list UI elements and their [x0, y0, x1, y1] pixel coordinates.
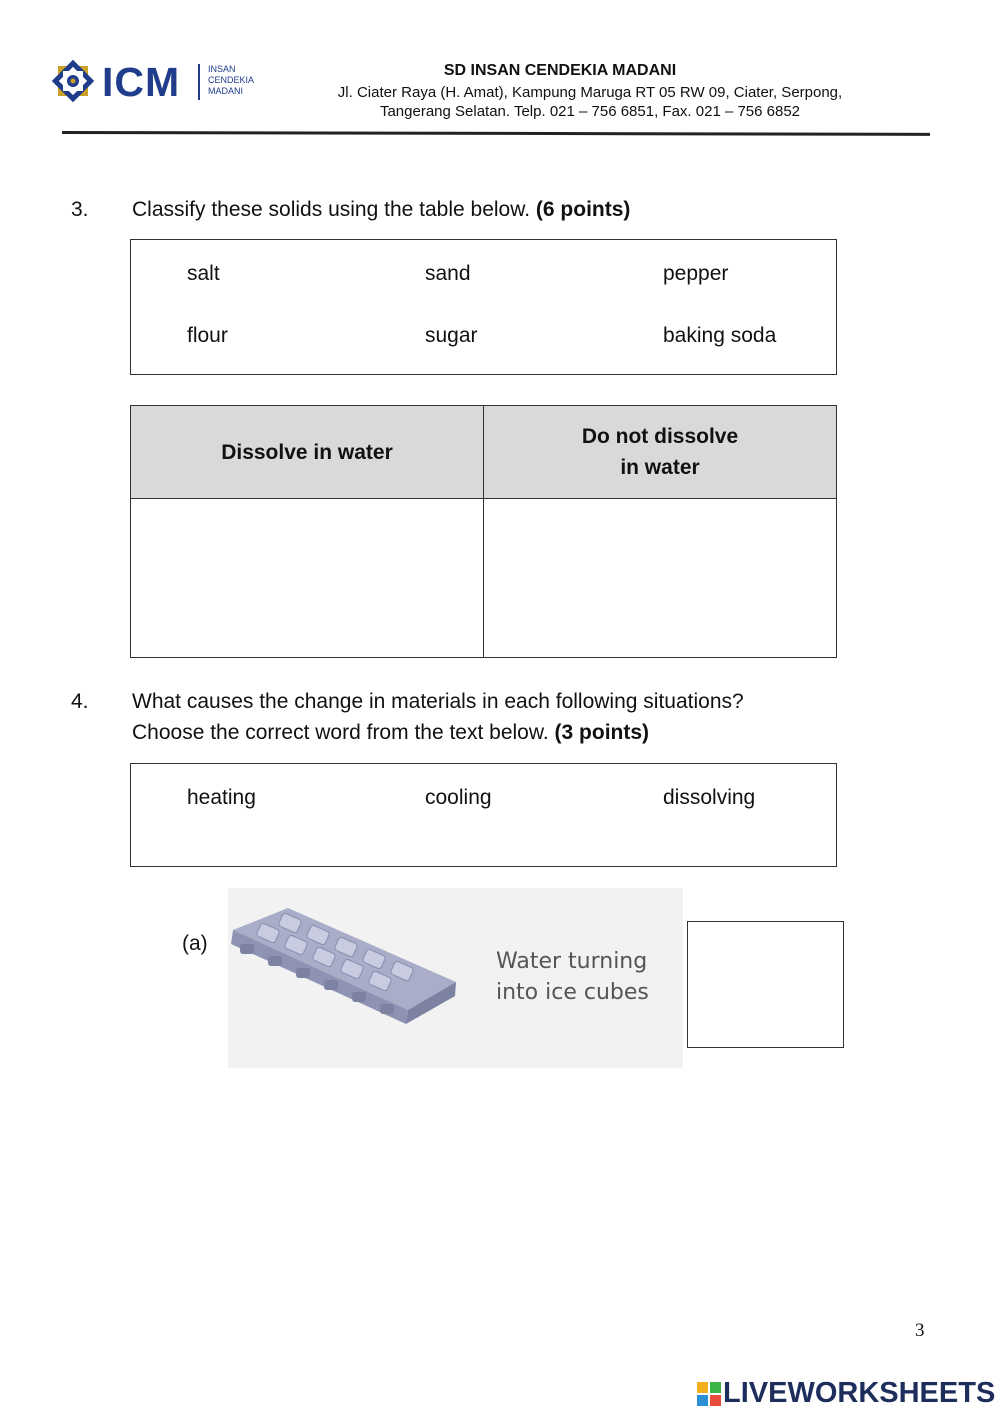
liveworksheets-logo-icon [697, 1382, 721, 1406]
header-dissolve: Dissolve in water [131, 406, 484, 499]
liveworksheets-watermark: LIVEWORKSHEETS [697, 1376, 997, 1410]
item-a-label: (a) [182, 932, 208, 955]
q4-line2: Choose the correct word from the text below. (3 points) [132, 721, 650, 744]
logo-subtitle: INSAN CENDEKIA MADANI [208, 64, 255, 96]
word-bank-item[interactable]: sugar [425, 324, 478, 347]
logo-divider [198, 64, 200, 100]
logo-wordmark: ICM [102, 59, 181, 105]
school-logo [50, 58, 260, 108]
word-bank-item[interactable]: pepper [663, 262, 729, 285]
q3-text: Classify these solids using the table below. [132, 198, 531, 221]
classification-table [130, 405, 837, 658]
q4-number: 4. [71, 690, 89, 713]
star-emblem-icon [50, 58, 96, 104]
drop-zone-not-dissolve[interactable] [484, 499, 837, 658]
header-divider [62, 131, 930, 136]
word-bank-item[interactable]: heating [187, 786, 256, 809]
school-address-line1: Jl. Ciater Raya (H. Amat), Kampung Maruga RT 05 RW 09, Ciater, Serpong, [337, 84, 843, 101]
drop-zone-dissolve[interactable] [131, 499, 484, 658]
word-bank-item[interactable]: sand [425, 262, 471, 285]
word-bank-item[interactable]: dissolving [663, 786, 756, 809]
q3-prompt [132, 194, 630, 225]
q3-points: (6 points) [535, 198, 631, 221]
school-name: SD INSAN CENDEKIA MADANI [443, 62, 677, 79]
q4-word-bank [130, 763, 837, 867]
header-not-dissolve: Do not dissolve in water [484, 406, 837, 499]
school-address-line2: Tangerang Selatan. Telp. 021 – 756 6851, Fax. 021 – 756 6852 [379, 103, 801, 120]
item-a-answer-box[interactable] [687, 921, 844, 1048]
q4-prompt [132, 686, 744, 748]
q3-number: 3. [71, 198, 89, 221]
word-bank-item[interactable]: salt [187, 262, 220, 285]
ice-cube-tray-icon [228, 900, 468, 1040]
picture-caption: Water turning into ice cubes [496, 949, 649, 1005]
word-bank-item[interactable]: baking soda [663, 324, 777, 347]
q4-points: (3 points) [554, 721, 650, 744]
q3-word-bank [130, 239, 837, 375]
word-bank-item[interactable]: cooling [425, 786, 492, 809]
page-number: 3 [915, 1320, 925, 1341]
word-bank-item[interactable]: flour [187, 324, 228, 347]
ice-tray-picture [228, 888, 683, 1068]
q4-line1: What causes the change in materials in each following situations? [132, 690, 744, 713]
